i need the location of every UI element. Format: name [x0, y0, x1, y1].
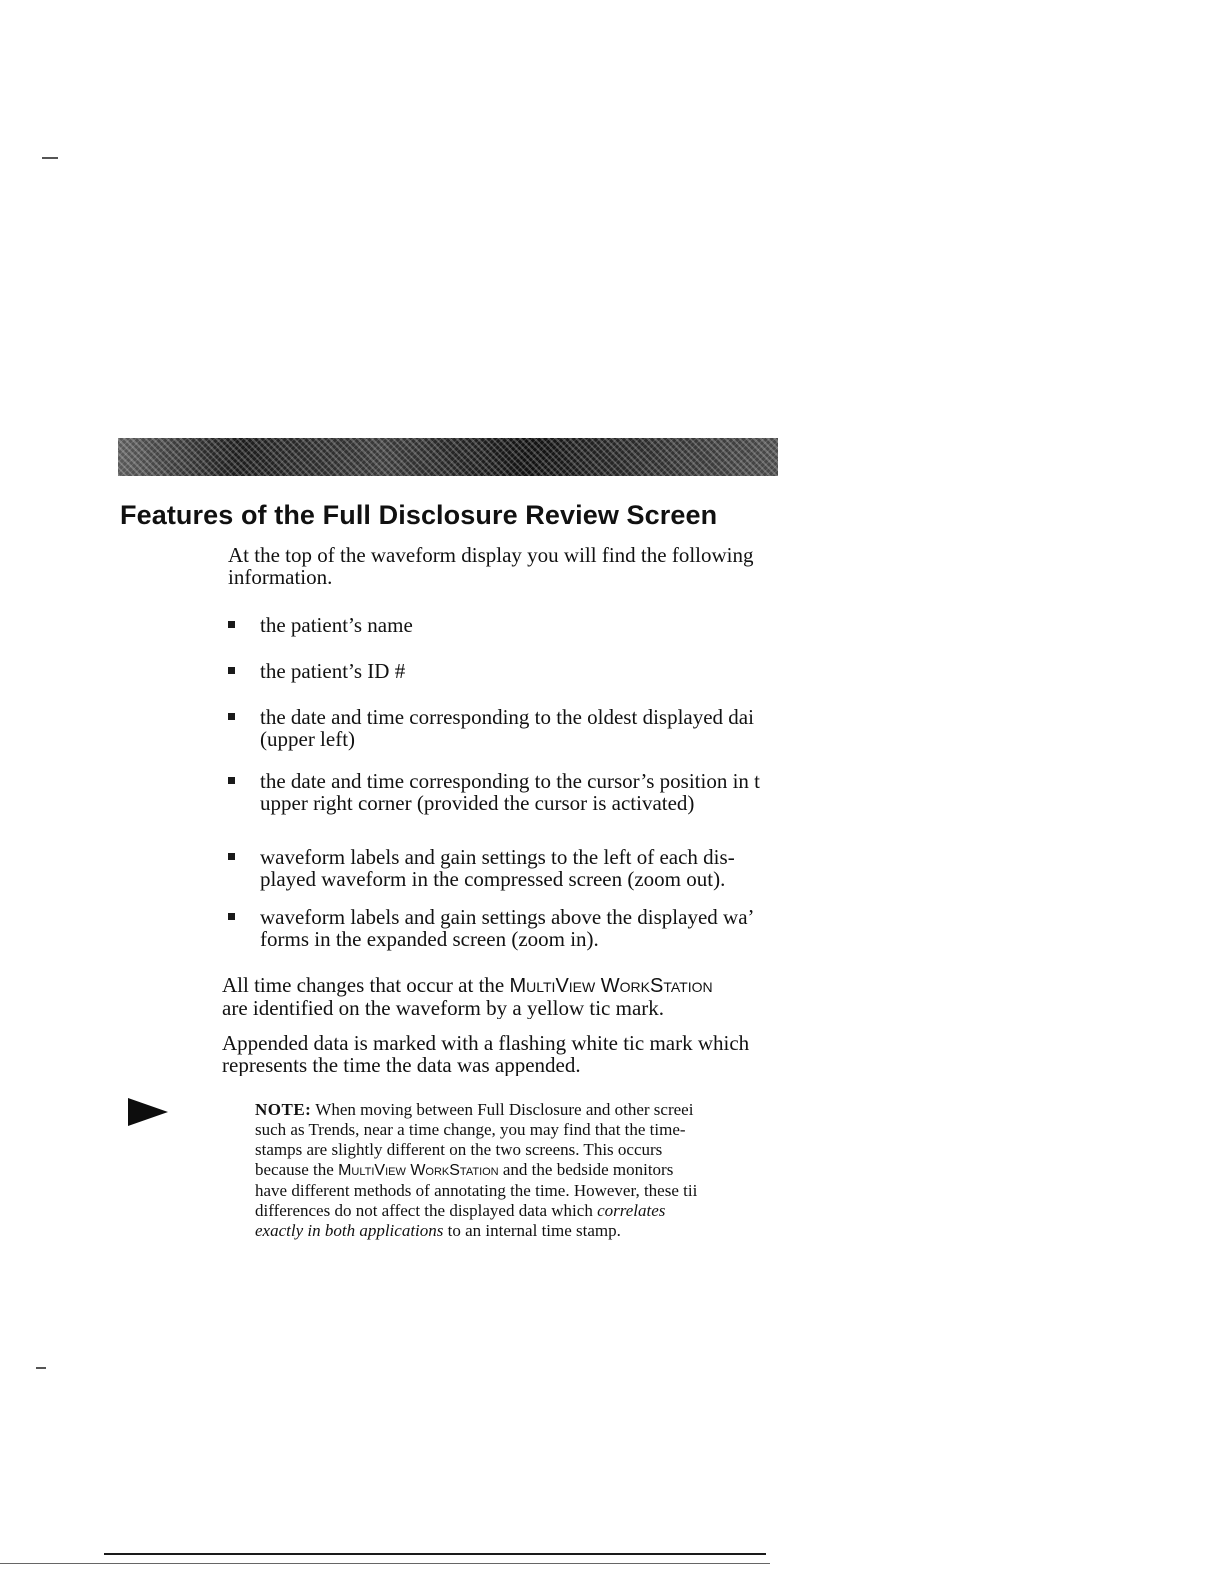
list-item-text: forms in the expanded screen (zoom in). [260, 927, 599, 951]
scan-artifact-mark [36, 1367, 46, 1369]
paragraph-line [222, 974, 782, 997]
appended-data-paragraph [222, 1032, 782, 1076]
square-bullet-icon [228, 713, 235, 720]
note-text: because the [255, 1160, 339, 1179]
note-block [255, 1100, 777, 1241]
note-line: have different methods of annotating the time. However, these tii [255, 1181, 698, 1200]
paragraph-text: All time changes that occur at the [222, 974, 510, 997]
feature-list [226, 614, 784, 964]
square-bullet-icon [228, 621, 235, 628]
note-text: differences do not affect the displayed data which [255, 1201, 598, 1220]
section-header-bar [118, 438, 778, 476]
square-bullet-icon [228, 777, 235, 784]
note-line [255, 1100, 777, 1120]
list-item [226, 660, 405, 682]
list-item-text: waveform labels and gain settings above the displayed wa’ [260, 905, 755, 929]
square-bullet-icon [228, 667, 235, 674]
list-item-text: (upper left) [260, 727, 356, 751]
product-name: MultiView WorkStation [509, 975, 713, 997]
square-bullet-icon [228, 913, 235, 920]
intro-line: information. [228, 565, 333, 588]
list-item-text: upper right corner (provided the cursor is activated) [260, 791, 695, 815]
list-item [226, 906, 755, 950]
footer-rule [104, 1553, 766, 1555]
note-emphasis: exactly in both applications [255, 1221, 444, 1240]
note-line: stamps are slightly different on the two screens. This occurs [255, 1140, 663, 1159]
scan-artifact-mark [42, 157, 58, 159]
note-label: NOTE: [255, 1100, 312, 1119]
note-text: to an internal time stamp. [443, 1221, 621, 1240]
paragraph-line: represents the time the data was appended. [222, 1053, 581, 1076]
list-item-text: the patient’s name [260, 614, 413, 637]
intro-paragraph [228, 544, 783, 588]
list-item-text: the date and time corresponding to the cursor’s position in t [260, 769, 761, 793]
intro-line: At the top of the waveform display you will find the following [228, 544, 754, 567]
note-line [255, 1160, 777, 1181]
paragraph-line: are identified on the waveform by a yellow tic mark. [222, 996, 665, 1019]
list-item-text: waveform labels and gain settings to the left of each dis- [260, 845, 735, 869]
list-item [226, 846, 735, 890]
paragraph-line: Appended data is marked with a flashing white tic mark which [222, 1032, 750, 1055]
note-text: When moving between Full Disclosure and other screei [311, 1100, 694, 1119]
list-item-text: played waveform in the compressed screen (zoom out). [260, 867, 726, 891]
list-item [226, 706, 754, 750]
list-item [226, 614, 413, 636]
note-line [255, 1201, 777, 1221]
footer-rule [0, 1563, 770, 1564]
note-arrow-icon [128, 1098, 168, 1126]
product-name: MultiView WorkStation [338, 1162, 499, 1179]
note-line [255, 1221, 777, 1241]
square-bullet-icon [228, 853, 235, 860]
list-item [226, 770, 760, 814]
section-heading: Features of the Full Disclosure Review Screen [120, 500, 718, 530]
list-item-text: the date and time corresponding to the oldest displayed dai [260, 705, 754, 729]
list-item-text: the patient’s ID # [260, 659, 406, 683]
note-line: such as Trends, near a time change, you may find that the time- [255, 1120, 686, 1139]
note-emphasis: correlates [597, 1201, 666, 1220]
time-change-paragraph [222, 974, 782, 1019]
note-text: and the bedside monitors [498, 1160, 674, 1179]
